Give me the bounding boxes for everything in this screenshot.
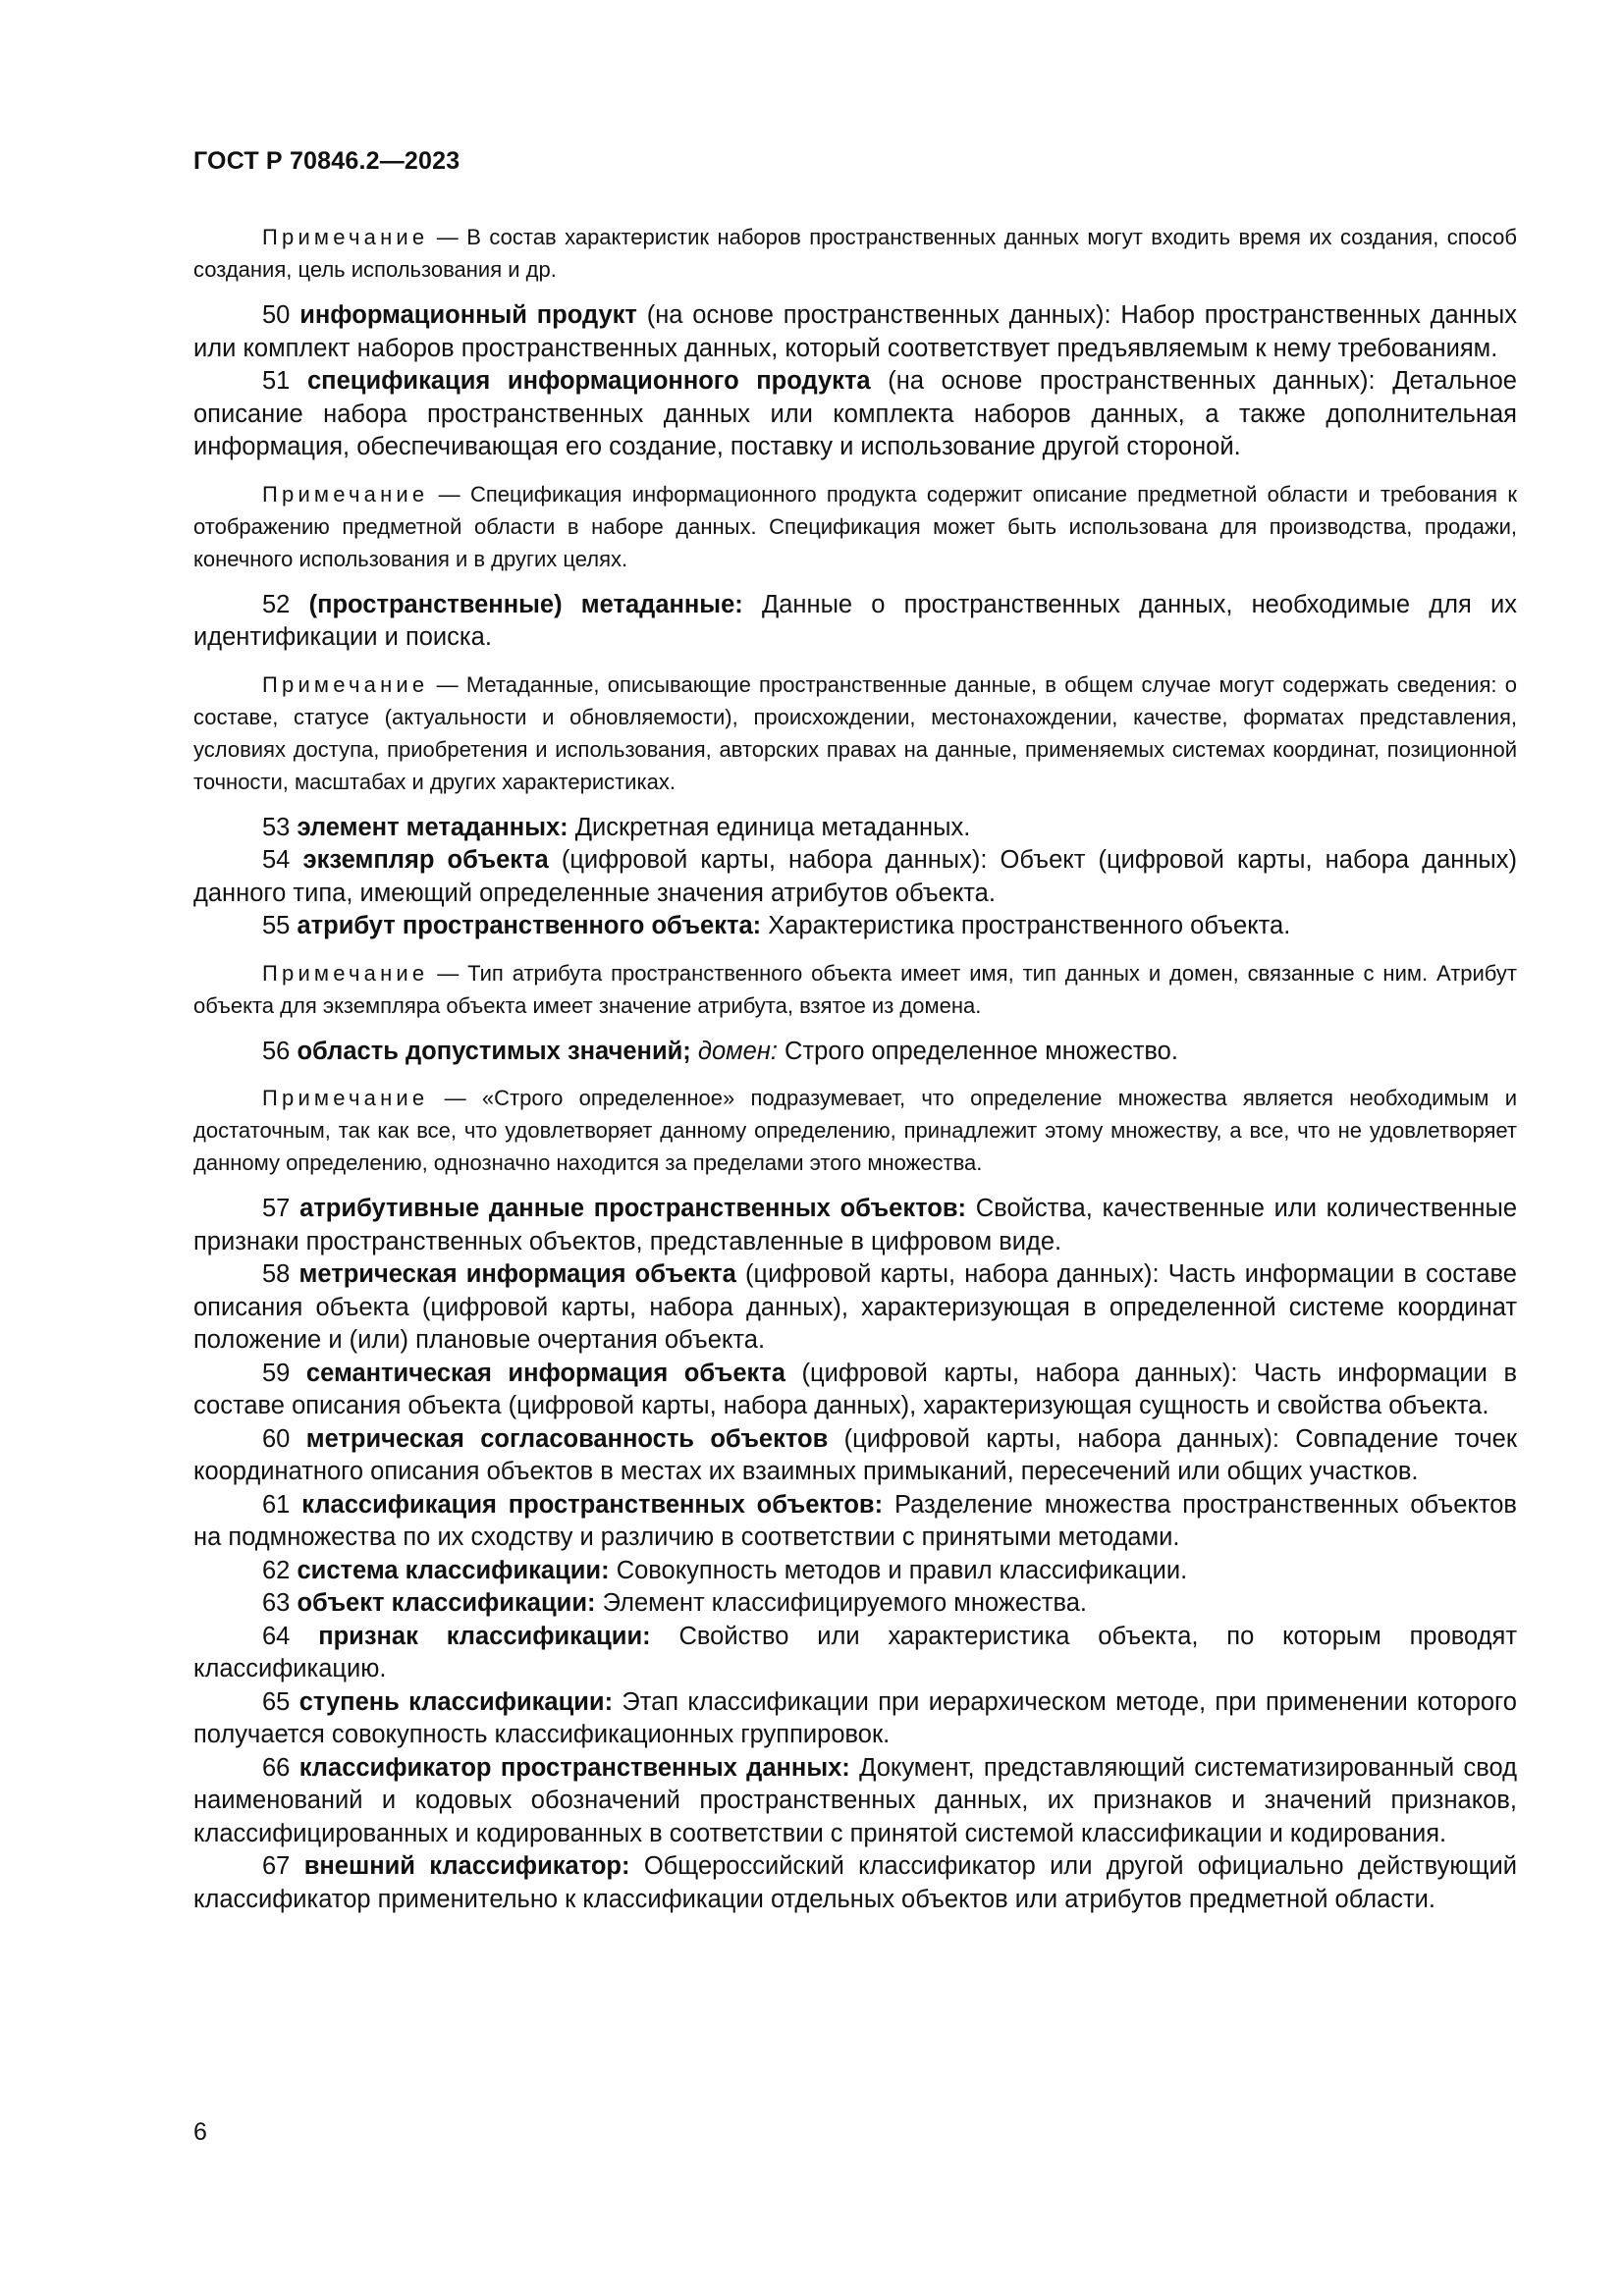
term-name: атрибут пространственного объекта:: [297, 912, 762, 939]
term-name: система классификации:: [297, 1556, 610, 1584]
note-label: Примечание: [262, 225, 429, 249]
term-synonym: домен:: [697, 1037, 778, 1065]
term-definition: Документ, представляющий систематизированный свод наименований и кодовых обозначений пространственных данных, их признаков и значений признаков, классифицированных и кодированных в соответствии с принятой системой классификации и кодирования.: [193, 1753, 1518, 1847]
term-60: 60 метрическая согласованность объектов (цифровой карты, набора данных): Совпадение точек координатного описания объектов в местах их взаимных примыканий, пересечений или общих участков.: [193, 1424, 1517, 1485]
note-label: Примечание: [262, 1086, 429, 1110]
document-header: ГОСТ Р 70846.2—2023: [193, 147, 460, 175]
term-name: классификация пространственных объектов:: [301, 1490, 884, 1519]
term-definition: Часть информации в составе описания объекта (цифровой карты, набора данных), характеризующая сущность и свойства объекта.: [193, 1359, 1517, 1419]
term-52: 52 (пространственные) метаданные: Данные о пространственных данных, необходимые для их идентификации и поиска.: [193, 590, 1517, 651]
note-2: Примечание — Спецификация информационного продукта содержит описание предметной области и требования к отображению предметной области в наборе данных. Спецификация может быть использована для производства, продажи, конечного использования и в других целях.: [193, 481, 1517, 571]
note-4: Примечание — Тип атрибута пространственного объекта имеет имя, тип данных и домен, связанные с ним. Атрибут объекта для экземпляра объекта имеет значение атрибута, взятое из домена.: [193, 960, 1517, 1018]
term-definition: Общероссийский классификатор или другой официально действующий классификатор применительно к классификации отдельных объектов или атрибутов предметной области.: [193, 1852, 1517, 1913]
term-definition: Набор пространственных данных или комплект наборов пространственных данных, который соответствует предъявляемым к нему требованиям.: [193, 301, 1517, 362]
note-5: Примечание — «Строго определенное» подразумевает, что определение множества является необходимым и достаточным, так как все, что удовлетворяет данному определению, принадлежит этому множеству, а все, что не удовлетворяет данному определению, однозначно находится за пределами этого множества.: [193, 1086, 1517, 1175]
term-definition: Данные о пространственных данных, необходимые для их идентификации и поиска.: [193, 590, 1517, 651]
term-62: 62 система классификации: Совокупность методов и правил классификации.: [262, 1556, 1188, 1584]
document-body: [193, 221, 1517, 1916]
term-definition: Свойство или характеристика объекта, по которым проводят классификацию.: [193, 1622, 1517, 1682]
term-66: 66 классификатор пространственных данных: Документ, представляющий систематизированный свод наименований и кодовых обозначений пространственных данных, их признаков и значений признаков, классифицированных и кодированных в соответствии с принятой системой классификации и кодирования.: [193, 1753, 1518, 1847]
term-definition: Строго определенное множество.: [785, 1037, 1178, 1065]
term-65: 65 ступень классификации: Этап классификации при иерархическом методе, при применении которого получается совокупность классификационных группировок.: [193, 1687, 1517, 1748]
term-50: 50 информационный продукт (на основе пространственных данных): Набор пространственных данных или комплект наборов пространственных данных, который соответствует предъявляемым к нему требованиям.: [193, 301, 1517, 362]
page-number: 6: [193, 2118, 207, 2146]
note-text: «Строго определенное» подразумевает, что определение множества является необходимым и достаточным, так как все, что удовлетворяет данному определению, принадлежит этому множеству, а все, что не удовлетворяет данному определению, однозначно находится за пределами этого множества.: [193, 1086, 1517, 1175]
term-definition: Разделение множества пространственных объектов на подмножества по их сходству и различию в соответствии с принятыми методами.: [193, 1490, 1517, 1551]
term-name: объект классификации:: [297, 1589, 596, 1617]
term-61: 61 классификация пространственных объектов: Разделение множества пространственных объектов на подмножества по их сходству и различию в соответствии с принятыми методами.: [193, 1490, 1517, 1551]
term-name: элемент метаданных:: [297, 813, 568, 841]
term-definition: Элемент классифицируемого множества.: [602, 1589, 1087, 1617]
term-name: метрическая информация объекта: [298, 1260, 736, 1288]
term-definition: Часть информации в составе описания объекта (цифровой карты, набора данных), характеризующая в определенной системе координат положение и (или) плановые очертания объекта.: [193, 1260, 1517, 1354]
note-text: Метаданные, описывающие пространственные данные, в общем случае могут содержать сведения: о составе, статусе (актуальности и обновляемости), происхождении, местонахождении, качестве, форматах представления, условиях доступа, приобретения и использования, авторских правах на данные, применяемых системах координат, позиционной точности, масштабах и других характеристиках.: [193, 671, 1517, 794]
term-name: семантическая информация объекта: [305, 1359, 785, 1387]
note-label: Примечание: [262, 960, 429, 986]
note-text: Тип атрибута пространственного объекта имеет имя, тип данных и домен, связанные с ним. Атрибут объекта для экземпляра объекта имеет значение атрибута, взятое из домена.: [193, 960, 1517, 1018]
note-text: Спецификация информационного продукта содержит описание предметной области и требования к отображению предметной области в наборе данных. Спецификация может быть использована для производства, продажи, конечного использования и в других целях.: [193, 481, 1517, 571]
term-name: экземпляр объекта: [302, 846, 549, 874]
term-definition: Характеристика пространственного объекта.: [768, 912, 1291, 939]
term-name: внешний классификатор:: [303, 1852, 630, 1880]
note-3: Примечание — Метаданные, описывающие пространственные данные, в общем случае могут содержать сведения: о составе, статусе (актуальности и обновляемости), происхождении, местонахождении, качестве, форматах представления, условиях доступа, приобретения и использования, авторских правах на данные, применяемых системах координат, позиционной точности, масштабах и других характеристиках.: [193, 671, 1517, 794]
term-53: 53 элемент метаданных: Дискретная единица метаданных.: [262, 813, 971, 841]
term-definition: Совпадение точек координатного описания объектов в местах их взаимных примыканий, пересечений или общих участков.: [193, 1424, 1517, 1485]
term-59: 59 семантическая информация объекта (цифровой карты, набора данных): Часть информации в составе описания объекта (цифровой карты, набора данных), характеризующая сущность и свойства объекта.: [193, 1359, 1517, 1419]
note-text: В состав характеристик наборов пространственных данных могут входить время их создания, способ создания, цель использования и др.: [193, 225, 1518, 282]
term-63: 63 объект классификации: Элемент классифицируемого множества.: [262, 1589, 1087, 1617]
term-name: атрибутивные данные пространственных объектов:: [299, 1195, 966, 1222]
note-1: Примечание — В состав характеристик наборов пространственных данных могут входить время их создания, способ создания, цель использования и др.: [193, 225, 1518, 282]
term-definition: Свойства, качественные или количественные признаки пространственных объектов, представленные в цифровом виде.: [193, 1195, 1518, 1255]
term-name: область допустимых значений;: [297, 1037, 691, 1065]
note-label: Примечание: [262, 671, 429, 697]
term-name: ступень классификации:: [298, 1687, 614, 1716]
term-51: 51 спецификация информационного продукта (на основе пространственных данных): Детальное описание набора пространственных данных или комплекта наборов данных, а также дополнительная информация, обеспечивающая его создание, поставку и использование другой стороной.: [193, 367, 1517, 460]
term-definition: Этап классификации при иерархическом методе, при применении которого получается совокупность классификационных группировок.: [193, 1687, 1517, 1748]
term-54: 54 экземпляр объекта (цифровой карты, набора данных): Объект (цифровой карты, набора данных) данного типа, имеющий определенные значения атрибутов объекта.: [193, 846, 1517, 907]
term-definition: Детальное описание набора пространственных данных или комплекта наборов данных, а также дополнительная информация, обеспечивающая его создание, поставку и использование другой стороной.: [193, 367, 1517, 460]
term-definition: Совокупность методов и правил классификации.: [616, 1556, 1188, 1584]
term-definition: Объект (цифровой карты, набора данных) данного типа, имеющий определенные значения атрибутов объекта.: [193, 846, 1517, 907]
term-58: 58 метрическая информация объекта (цифровой карты, набора данных): Часть информации в составе описания объекта (цифровой карты, набора данных), характеризующая в определенной системе координат положение и (или) плановые очертания объекта.: [193, 1260, 1517, 1354]
term-name: классификатор пространственных данных:: [298, 1753, 850, 1782]
note-label: Примечание: [262, 481, 429, 507]
term-definition: Дискретная единица метаданных.: [574, 813, 971, 841]
term-56: 56 область допустимых значений; домен: Строго определенное множество.: [262, 1037, 1178, 1065]
term-name: информационный продукт: [299, 301, 637, 329]
term-57: 57 атрибутивные данные пространственных объектов: Свойства, качественные или количественные признаки пространственных объектов, представленные в цифровом виде.: [193, 1195, 1518, 1255]
term-55: 55 атрибут пространственного объекта: Характеристика пространственного объекта.: [262, 912, 1291, 939]
term-name: (пространственные) метаданные:: [308, 590, 743, 618]
term-name: метрическая согласованность объектов: [305, 1424, 829, 1453]
term-name: признак классификации:: [318, 1622, 651, 1650]
term-name: спецификация информационного продукта: [307, 367, 871, 395]
term-67: 67 внешний классификатор: Общероссийский классификатор или другой официально действующий классификатор применительно к классификации отдельных объектов или атрибутов предметной области.: [193, 1852, 1517, 1913]
term-64: 64 признак классификации: Свойство или характеристика объекта, по которым проводят классификацию.: [193, 1622, 1517, 1682]
